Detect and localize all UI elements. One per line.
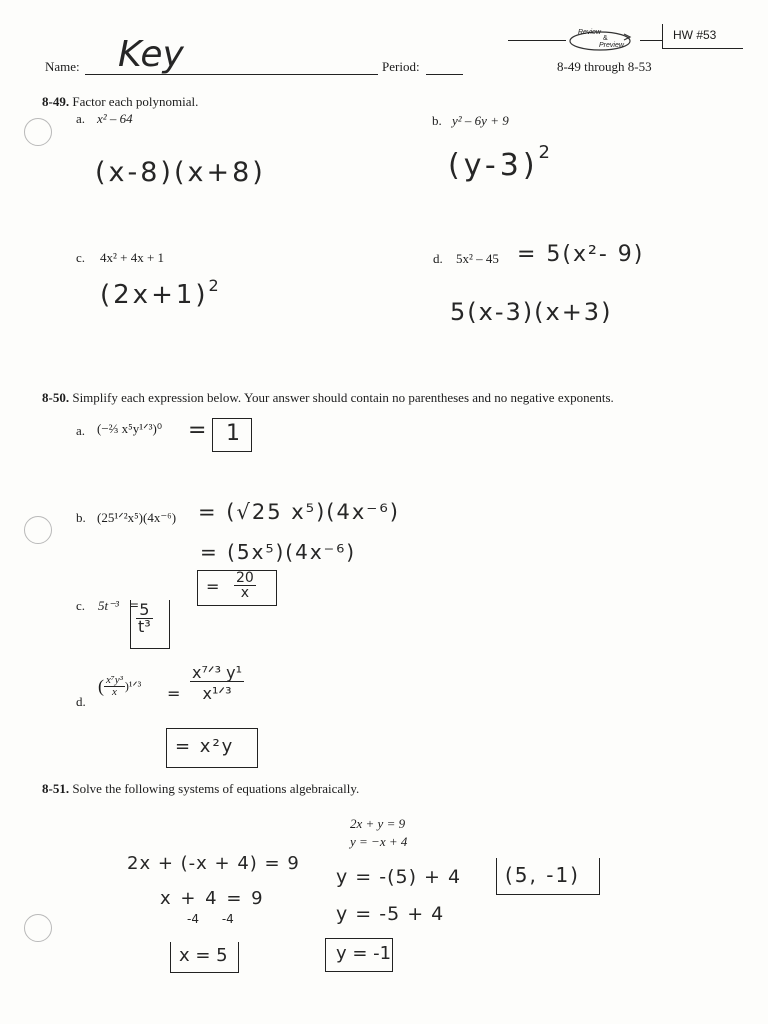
answer-box-point <box>496 858 600 895</box>
equals-sign: = <box>167 684 181 703</box>
answer-box-8-50b <box>197 570 277 606</box>
answer-box-x <box>170 942 239 973</box>
item-b-expression: y² – 6y + 9 <box>452 113 509 128</box>
review-preview-logo <box>566 28 638 54</box>
fraction-numerator: 20 <box>236 570 254 586</box>
fraction-numerator: x⁷ᐟ³ y¹ <box>192 663 243 682</box>
logo-text-bottom: Preview <box>599 42 624 49</box>
problem-8-50-title <box>42 390 614 406</box>
problem-number: 8-49. <box>42 94 70 109</box>
item-c-expression: 5t⁻³ <box>98 598 119 613</box>
punch-hole-top <box>24 118 52 146</box>
answer-x: x = 5 <box>179 945 228 966</box>
logo-text-mid: & <box>603 35 608 42</box>
period-line <box>426 74 463 75</box>
item-b-expression: (25¹ᐟ²x⁵)(4x⁻⁶) <box>97 510 177 525</box>
fraction-numerator: x⁷y³ <box>106 674 123 686</box>
expression-power: )¹ᐟ³ <box>124 679 142 693</box>
answer-8-49b <box>448 142 554 183</box>
problem-instruction: Simplify each expression below. Your answer should contain no parentheses and no negative exponents. <box>72 390 614 405</box>
answer-8-50b-step1: = (√25 x⁵)(4x⁻⁶) <box>198 500 400 524</box>
work-line-1: 2x + (-x + 4) = 9 <box>127 853 300 874</box>
answer-8-49c-exponent: 2 <box>208 276 222 295</box>
answer-box-y <box>325 938 393 972</box>
answer-8-49b-exponent: 2 <box>538 142 554 163</box>
answer-8-49b-base: (y-3) <box>448 148 539 183</box>
answer-8-49d: 5(x-3)(x+3) <box>450 298 613 326</box>
name-value: Key <box>118 34 184 75</box>
item-d-expression: 5x² – 45 <box>456 251 499 266</box>
system-equation-1: 2x + y = 9 <box>350 816 406 831</box>
answer-box-8-50a <box>212 418 252 452</box>
answer-8-50b-fraction <box>234 571 256 600</box>
item-b-label: b. <box>76 510 86 525</box>
punch-hole-middle <box>24 516 52 544</box>
fraction-denominator: t³ <box>138 617 151 636</box>
name-label: Name: <box>45 59 80 74</box>
item-c-label: c. <box>76 598 86 613</box>
problem-8-51-title <box>42 781 359 797</box>
expression-fraction <box>104 675 125 698</box>
answer-8-50a: 1 <box>226 421 240 446</box>
answer-box-8-50c <box>130 600 170 649</box>
fraction-denominator: x¹ᐟ³ <box>202 684 232 703</box>
work-right-line-1: y = -(5) + 4 <box>336 866 462 888</box>
item-d-expression: ( $\frac{\text{x⁷y³}}{x}$ )¹ᐟ³ <box>98 674 142 698</box>
answer-8-50b-step2: = (5x⁵)(4x⁻⁶) <box>200 540 357 564</box>
item-d-label: d. <box>433 251 443 266</box>
hw-box <box>662 24 743 49</box>
header-rule-left <box>508 40 566 41</box>
item-a-expression: (−⅔ x⁵y¹ᐟ³)⁰ <box>97 421 163 436</box>
fraction-numerator: 5 <box>136 602 153 619</box>
answer-8-50d: = x²y <box>175 736 235 757</box>
fraction-denominator: x <box>240 585 250 601</box>
answer-8-49c-base: (2x+1) <box>100 280 209 310</box>
answer-8-49d-step1: = 5(x²- 9) <box>517 242 645 267</box>
answer-8-50c-fraction <box>136 602 153 635</box>
step-fraction <box>190 665 244 702</box>
fraction-denominator: x <box>112 686 117 698</box>
assignment-range: 8-49 through 8-53 <box>557 59 652 74</box>
item-a-expression: x² – 64 <box>97 111 133 126</box>
problem-number: 8-51. <box>42 781 70 796</box>
answer-8-50b-equals: = <box>206 577 220 596</box>
hw-label: HW #53 <box>673 28 717 42</box>
item-b-label: b. <box>432 113 442 128</box>
system-equation-2: y = −x + 4 <box>350 834 408 849</box>
work-right-line-2: y = -5 + 4 <box>336 903 445 925</box>
item-c-expression: 4x² + 4x + 1 <box>100 250 165 265</box>
problem-instruction: Factor each polynomial. <box>72 94 199 109</box>
answer-point: (5, -1) <box>505 863 580 887</box>
period-label: Period: <box>382 59 420 74</box>
punch-hole-bottom <box>24 914 52 942</box>
logo-text-top: Review <box>578 29 601 36</box>
header-rule-right <box>640 40 662 41</box>
answer-box-x-right <box>238 942 239 972</box>
answer-box-8-50d <box>166 728 258 768</box>
work-line-2: x + 4 = 9 <box>160 888 265 909</box>
answer-8-50d-step <box>190 665 244 702</box>
item-d-label: d. <box>76 694 86 709</box>
answer-8-49c <box>100 276 222 310</box>
problem-number: 8-50. <box>42 390 70 405</box>
item-a-label: a. <box>76 423 86 438</box>
work-line-3: -4 -4 <box>187 912 234 926</box>
item-a-label: a. <box>76 111 86 126</box>
answer-8-49a: (x-8)(x+8) <box>95 157 266 188</box>
problem-8-49-title <box>42 94 198 110</box>
equals-sign: = <box>188 418 207 443</box>
item-c-label: c. <box>76 250 86 265</box>
problem-instruction: Solve the following systems of equations algebraically. <box>72 781 360 796</box>
equals-sign: = <box>129 598 140 612</box>
answer-y: y = -1 <box>336 943 392 964</box>
